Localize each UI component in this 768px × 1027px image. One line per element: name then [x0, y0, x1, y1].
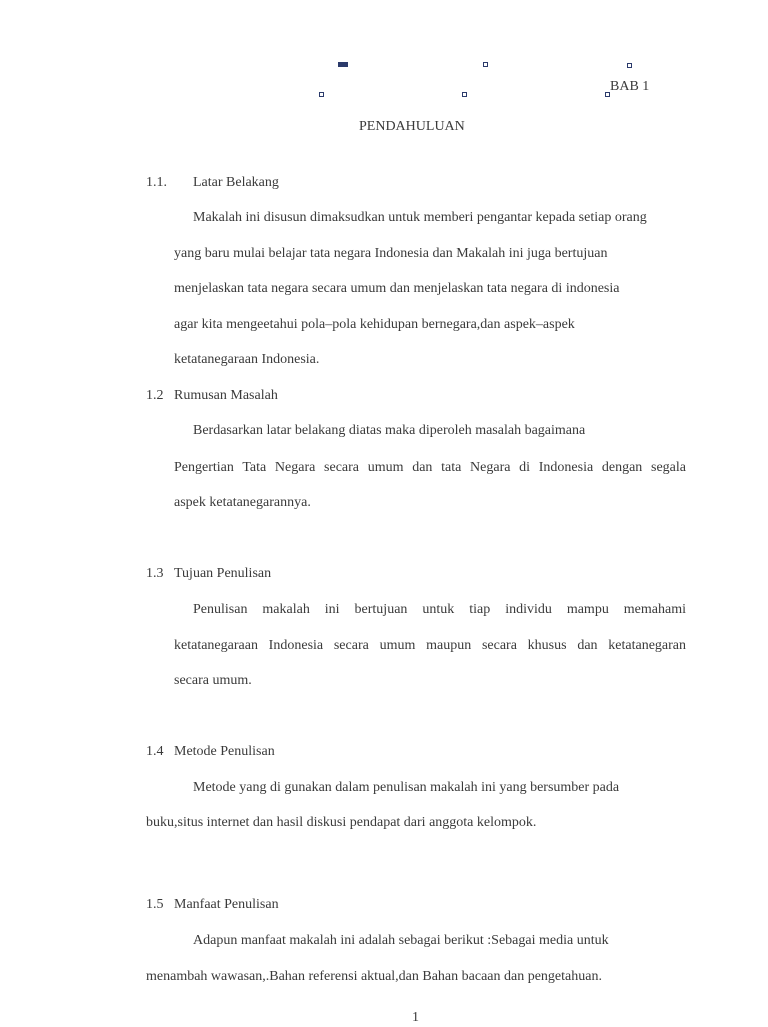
- paragraph-line: Adapun manfaat makalah ini adalah sebagai berikut :Sebagai media untuk: [193, 933, 609, 948]
- selection-handle[interactable]: [319, 92, 324, 97]
- section-number: 1.5: [146, 897, 164, 912]
- section-heading: Latar Belakang: [193, 175, 279, 190]
- paragraph-line: menjelaskan tata negara secara umum dan menjelaskan tata negara di indonesia: [174, 281, 620, 296]
- paragraph-line: Makalah ini disusun dimaksudkan untuk memberi pengantar kepada setiap orang: [193, 210, 647, 225]
- section-heading: Metode Penulisan: [174, 744, 275, 759]
- paragraph-line: Berdasarkan latar belakang diatas maka diperoleh masalah bagaimana: [193, 423, 586, 438]
- paragraph-line: aspek ketatanegarannya.: [174, 495, 311, 510]
- paragraph-line: agar kita mengeetahui pola–pola kehidupan bernegara,dan aspek–aspek: [174, 317, 575, 332]
- selection-handle[interactable]: [627, 63, 632, 68]
- section-number: 1.4: [146, 744, 164, 759]
- selection-handle[interactable]: [483, 62, 488, 67]
- section-heading: Rumusan Masalah: [174, 388, 278, 403]
- paragraph-line: secara umum.: [174, 673, 252, 688]
- paragraph-line: menambah wawasan,.Bahan referensi aktual,dan Bahan bacaan dan pengetahuan.: [146, 969, 602, 984]
- selection-handle[interactable]: [462, 92, 467, 97]
- paragraph-line: Metode yang di gunakan dalam penulisan makalah ini yang bersumber pada: [193, 780, 620, 795]
- paragraph-line: buku,situs internet dan hasil diskusi pendapat dari anggota kelompok.: [146, 815, 537, 830]
- chapter-label: BAB 1: [610, 79, 650, 94]
- selection-handle[interactable]: [343, 62, 348, 67]
- paragraph-line: ketatanegaraan Indonesia.: [174, 352, 320, 367]
- paragraph-line: Penulisan makalah ini bertujuan untuk tiap individu mampu memahami: [193, 602, 686, 617]
- paragraph-line: ketatanegaraan Indonesia secara umum maupun secara khusus dan ketatanegaran: [174, 638, 686, 653]
- section-number: 1.2: [146, 388, 164, 403]
- paragraph-line: Pengertian Tata Negara secara umum dan tata Negara di Indonesia dengan segala: [174, 460, 686, 475]
- paragraph-line: yang baru mulai belajar tata negara Indonesia dan Makalah ini juga bertujuan: [174, 246, 608, 261]
- page-number: 1: [412, 1010, 419, 1025]
- section-number: 1.1.: [146, 175, 167, 190]
- section-heading: Tujuan Penulisan: [174, 566, 272, 581]
- chapter-title: PENDAHULUAN: [359, 119, 465, 134]
- section-number: 1.3: [146, 566, 164, 581]
- section-heading: Manfaat Penulisan: [174, 897, 279, 912]
